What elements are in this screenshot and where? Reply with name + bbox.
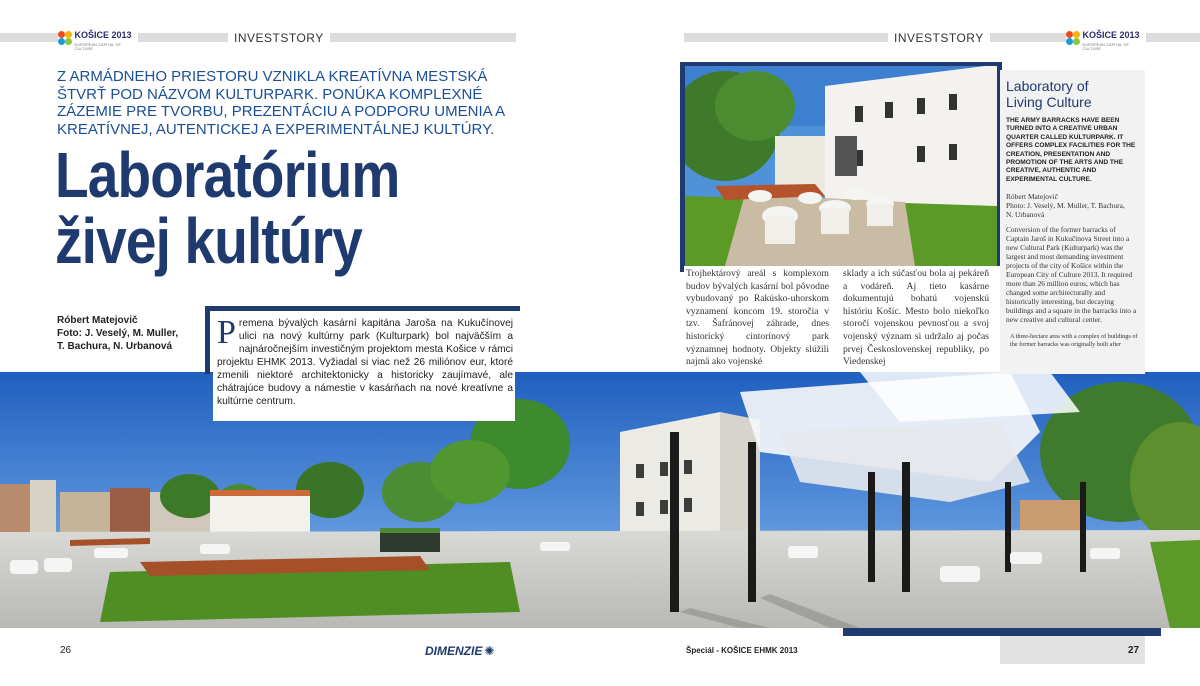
- sidebar-body: Conversion of the former barracks of Captain Jaroš in Kukučínova Street into a new Cultural Park (Kulturpark) was the largest and most demanding investment projects of the city of Košice within the European City of Culture 2013. It required more than 26 million euros, which has changed some architecturally and historically interesting, but decaying buildings and a square in the barracks into a new creative and cultural center.: [1006, 225, 1137, 325]
- kosice-logo-icon: [1066, 31, 1079, 45]
- headline-line-1: Laboratórium: [55, 139, 400, 211]
- logo-name: KOŠICE 2013: [74, 30, 132, 40]
- article-headline: [55, 139, 433, 277]
- article-deck: Z ARMÁDNEHO PRIESTORU VZNIKLA KREATÍVNA MESTSKÁ ŠTVRŤ POD NÁZVOM KULTURPARK. PONÚKA KOMPLEXNÉ ZÁZEMIE PRE TVORBU, PREZENTÁCIU A PODPORU UMENIA A KREATÍVNEJ, AUTENTICKEJ A EXPERIMENTÁLNEJ KULTÚRY.: [57, 68, 505, 138]
- logo-right: [1066, 28, 1146, 51]
- logo-tagline: EUROPEAN CAPITAL OF CULTURE: [1082, 42, 1129, 51]
- headline-line-2: živej kultúry: [55, 205, 362, 277]
- sidebar-summary: THE ARMY BARRACKS HAVE BEEN TURNED INTO A CREATIVE URBAN QUARTER CALLED KULTURPARK. IT OFFERS COMPLEX FACILITIES FOR THE CREATION, PRESENTATION AND PROMOTION OF THE ARTS AND THE CREATIVE, AUTHENTIC AND EXPERIMENTAL CULTURE.: [1006, 117, 1136, 183]
- section-label-left: INVESTSTORY: [228, 31, 330, 45]
- panorama-photo: [0, 372, 1200, 628]
- logo-left: [58, 28, 138, 51]
- footer-bar-right: [843, 628, 1161, 636]
- english-sidebar: [1000, 70, 1145, 374]
- sidebar-author: Róbert Matejovič: [1006, 192, 1058, 202]
- footer-special: Špeciál - KOŠICE EHMK 2013: [686, 646, 798, 655]
- logo-tagline: EUROPEAN CAPITAL OF CULTURE: [74, 42, 121, 51]
- brand-name: DIMENZIE: [425, 644, 483, 658]
- courtyard-photo: [685, 66, 997, 266]
- lead-paragraph: [213, 313, 515, 421]
- lead-dropcap: P: [217, 314, 236, 351]
- photo-credit-1: Foto: J. Veselý, M. Muller,: [57, 328, 179, 339]
- section-label-right: INVESTSTORY: [888, 31, 990, 45]
- lead-text: remena bývalých kasární kapitána Jaroša na Kukučínovej ulici na nový kultúrny park (Kulturpark) bol najväčším a najnáročnejším investičným projektom mesta Košice v rámci projektu EHMK 2013. Vyžiadal si viac než 26 miliónov eur, ktoré zmenili niektoré architektonicky a historicky zaujímavé, ale chátrajúce budovy a námestie v kasárňach na nové kreatívne a kultúrne centrum.: [217, 318, 513, 407]
- logo-name: KOŠICE 2013: [1082, 30, 1140, 40]
- page-number-left: 26: [60, 645, 72, 656]
- author-name: Róbert Matejovič: [57, 315, 138, 326]
- footer-brand: [425, 644, 494, 658]
- footer-tab-right: [1000, 636, 1145, 664]
- sidebar-title: Laboratory of Living Culture: [1006, 78, 1092, 110]
- article-credits: [57, 314, 178, 353]
- brand-star-icon: ✺: [484, 644, 495, 658]
- body-column-2: sklady a ich súčasťou bola aj pekáreň a vodáreň. Aj tieto kasárne dokumentujú bohatú vojenskú históriu Košíc. Mesto bolo niekoľko storočí vojenskou pevnosťou a svoj vojenský význam si udržalo aj počas prvej Československej republiky, po Viedenskej: [843, 268, 989, 368]
- kosice-logo-icon: [58, 31, 71, 45]
- photo-credit-2: T. Bachura, N. Urbanová: [57, 341, 173, 352]
- sidebar-credit-2: N. Urbanová: [1006, 210, 1045, 220]
- page-number-right: 27: [1128, 645, 1140, 656]
- sidebar-credit-1: Photo: J. Veselý, M. Muller, T. Bachura,: [1006, 201, 1125, 211]
- sidebar-teaser: A three-hectare area with a complex of buildings of the former barracks was originally built after: [1010, 333, 1138, 348]
- body-column-1: Trojhektárový areál s komplexom budov bývalých kasární bol pôvodne vybudovaný po Rakúsko-uhorskom vyznamení koncom 19. storočia v tzv. Šafránovej záhrade, dnes historický cintorínový park významnej hodnoty. Objekty slúžili najmä ako vojenské: [686, 268, 829, 368]
